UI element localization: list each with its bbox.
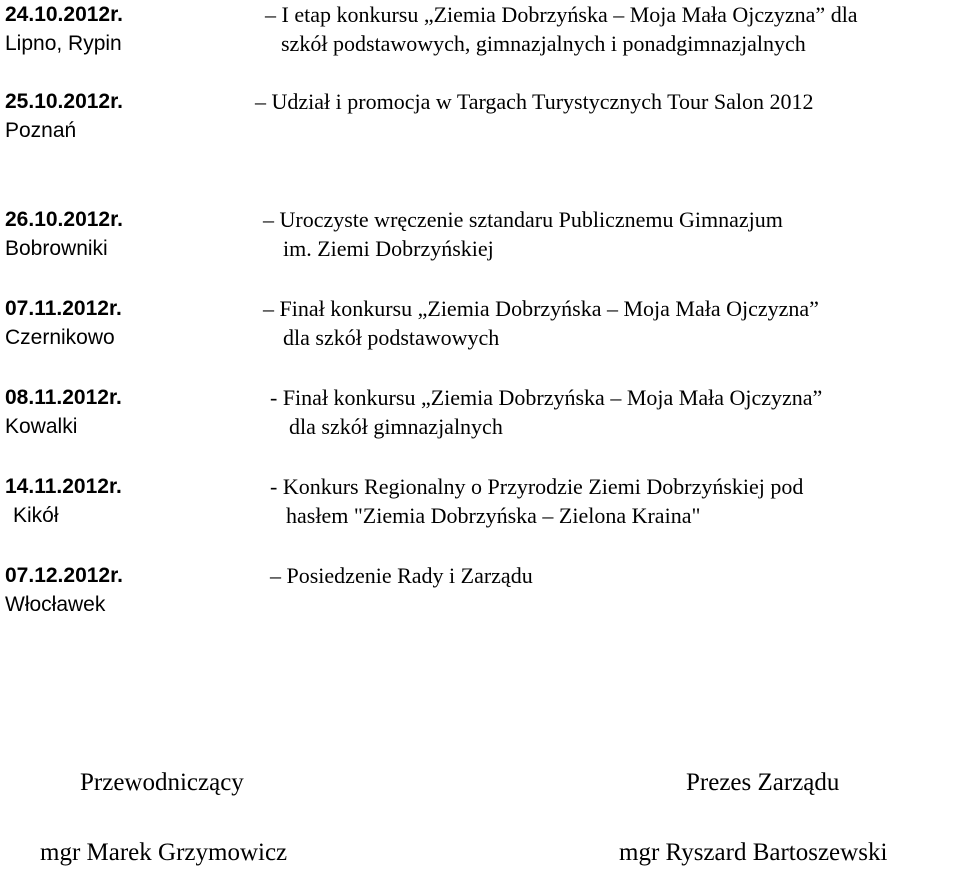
- event-description: – Udział i promocja w Targach Turystycznych Tour Salon 2012: [255, 89, 814, 114]
- event-place: Czernikowo: [5, 326, 115, 349]
- event-place: Kowalki: [5, 415, 78, 438]
- event-description-cont: szkół podstawowych, gimnazjalnych i ponadgimnazjalnych: [281, 31, 806, 56]
- signature-right-title: Prezes Zarządu: [686, 769, 840, 796]
- signature-left-title: Przewodniczący: [80, 769, 244, 796]
- event-description: – I etap konkursu „Ziemia Dobrzyńska – Moja Mała Ojczyzna” dla: [265, 2, 858, 27]
- event-date: 25.10.2012r.: [5, 90, 123, 113]
- event-date: 14.11.2012r.: [5, 475, 122, 498]
- event-date: 07.11.2012r.: [5, 297, 122, 320]
- event-place: Kikół: [13, 504, 59, 527]
- event-description: – Posiedzenie Rady i Zarządu: [270, 563, 533, 588]
- signature-left-name: mgr Marek Grzymowicz: [40, 839, 288, 866]
- event-place: Włocławek: [5, 593, 106, 616]
- event-description-cont: im. Ziemi Dobrzyńskiej: [283, 236, 494, 261]
- event-description: - Konkurs Regionalny o Przyrodzie Ziemi Dobrzyńskiej pod: [270, 474, 804, 499]
- event-place: Bobrowniki: [5, 237, 108, 260]
- event-description: - Finał konkursu „Ziemia Dobrzyńska – Moja Mała Ojczyzna”: [270, 385, 823, 410]
- event-date: 24.10.2012r.: [5, 3, 123, 26]
- event-date: 26.10.2012r.: [5, 208, 123, 231]
- event-date: 08.11.2012r.: [5, 386, 122, 409]
- event-description-cont: dla szkół podstawowych: [283, 325, 500, 350]
- event-place: Lipno, Rypin: [5, 32, 122, 55]
- event-description: – Uroczyste wręczenie sztandaru Publicznemu Gimnazjum: [263, 207, 783, 232]
- event-description-cont: dla szkół gimnazjalnych: [289, 414, 503, 439]
- event-place: Poznań: [5, 119, 77, 142]
- event-description: – Finał konkursu „Ziemia Dobrzyńska – Moja Mała Ojczyzna”: [263, 296, 819, 321]
- signature-right-name: mgr Ryszard Bartoszewski: [619, 839, 888, 866]
- event-description-cont: hasłem "Ziemia Dobrzyńska – Zielona Kraina": [286, 503, 701, 528]
- event-date: 07.12.2012r.: [5, 564, 123, 587]
